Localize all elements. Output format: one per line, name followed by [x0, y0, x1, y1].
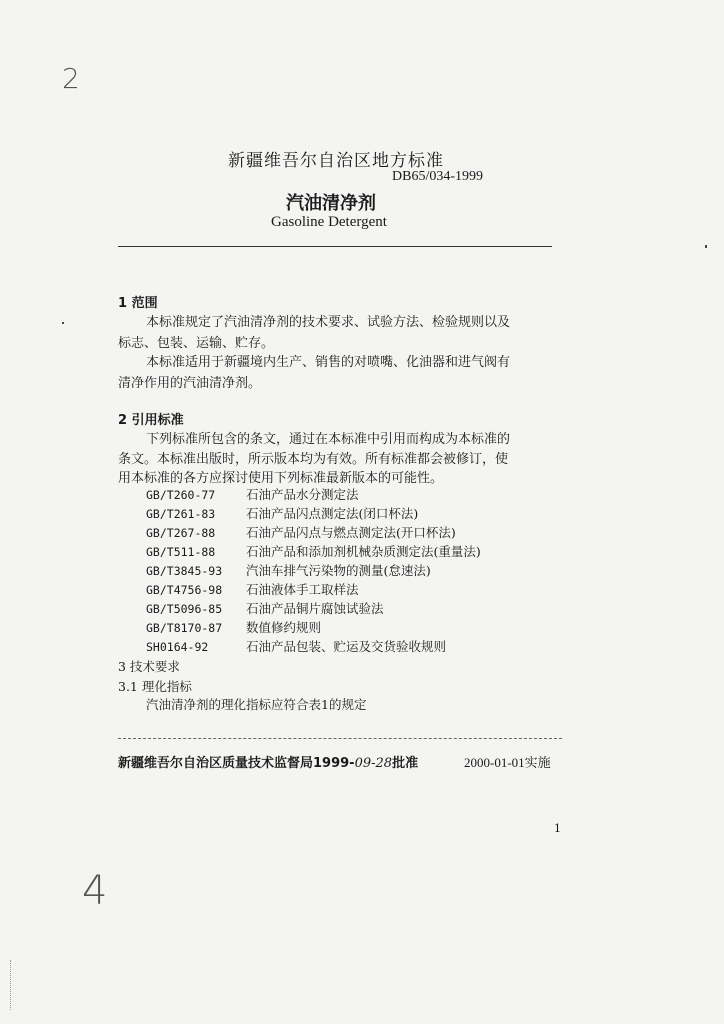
section-2-heading: 2 引用标准 — [118, 413, 184, 428]
reference-row — [146, 504, 418, 522]
header-divider — [118, 246, 552, 247]
reference-row — [146, 637, 446, 655]
reference-row — [146, 599, 384, 617]
scan-speck — [62, 322, 64, 324]
reference-code: GB/T511-88 — [146, 545, 216, 559]
section-3-heading: 3 技术要求 — [118, 659, 180, 674]
reference-code: GB/T261-83 — [146, 507, 216, 521]
reference-row — [146, 485, 359, 503]
reference-code: GB/T4756-98 — [146, 583, 223, 597]
reference-code: GB/T3845-93 — [146, 564, 223, 578]
handwritten-mark-top: 2 — [62, 62, 80, 95]
reference-title: 数值修约规则 — [246, 620, 322, 635]
scan-edge — [10, 960, 12, 1010]
handwritten-approval-date: 09-28 — [354, 756, 393, 771]
reference-row — [146, 580, 359, 598]
section-1-text: 清净作用的汽油清净剂。 — [118, 376, 262, 391]
approval-line — [118, 752, 418, 771]
reference-title: 石油产品水分测定法 — [246, 487, 359, 502]
reference-row — [146, 542, 481, 560]
page-number: 1 — [554, 822, 561, 835]
reference-title: 石油产品铜片腐蚀试验法 — [246, 601, 384, 616]
document-title-cn: 汽油清净剂 — [286, 193, 376, 214]
reference-title: 石油产品闪点测定法(闭口杯法) — [246, 506, 419, 521]
reference-code: GB/T260-77 — [146, 488, 216, 502]
reference-row — [146, 523, 456, 541]
reference-title: 汽油车排气污染物的测量(怠速法) — [246, 563, 431, 578]
section-2-text: 条文。本标准出版时，所示版本均为有效。所有标准都会被修订，使 — [118, 452, 509, 467]
reference-code: GB/T8170-87 — [146, 621, 223, 635]
reference-row — [146, 561, 431, 579]
implementation-date: 2000-01-01实施 — [464, 755, 551, 770]
handwritten-mark-bottom: 4 — [82, 868, 108, 914]
document-title-en: Gasoline Detergent — [271, 214, 387, 230]
section-2-text: 下列标准所包含的条文，通过在本标准中引用而构成为本标准的 — [146, 432, 511, 447]
section-1-text: 本标准规定了汽油清净剂的技术要求、试验方法、检验规则以及 — [146, 315, 511, 330]
reference-row — [146, 618, 321, 636]
approval-suffix: 批准 — [392, 756, 419, 771]
issuer-title: 新疆维吾尔自治区地方标准 — [228, 151, 444, 171]
section-1-text: 标志、包装、运输、贮存。 — [118, 336, 275, 351]
section-2-text: 用本标准的各方应探讨使用下列标准最新版本的可能性。 — [118, 471, 444, 486]
reference-code: SH0164-92 — [146, 640, 209, 654]
reference-title: 石油液体手工取样法 — [246, 582, 359, 597]
section-1-heading: 1 范围 — [118, 296, 158, 311]
section-3-1-text: 汽油清净剂的理化指标应符合表1的规定 — [146, 697, 367, 712]
reference-title: 石油产品和添加剂机械杂质测定法(重量法) — [246, 544, 481, 559]
reference-code: GB/T5096-85 — [146, 602, 223, 616]
section-1-text: 本标准适用于新疆境内生产、销售的对喷嘴、化油器和进气阀有 — [146, 355, 511, 370]
scan-speck — [705, 245, 707, 248]
approval-prefix: 新疆维吾尔自治区质量技术监督局1999- — [118, 756, 355, 771]
section-3-1-heading: 3.1 理化指标 — [118, 679, 192, 694]
footer-divider — [118, 738, 562, 739]
reference-code: GB/T267-88 — [146, 526, 216, 540]
standard-code: DB65/034-1999 — [392, 169, 483, 184]
reference-title: 石油产品闪点与燃点测定法(开口杯法) — [246, 525, 456, 540]
reference-title: 石油产品包装、贮运及交货验收规则 — [246, 639, 447, 654]
